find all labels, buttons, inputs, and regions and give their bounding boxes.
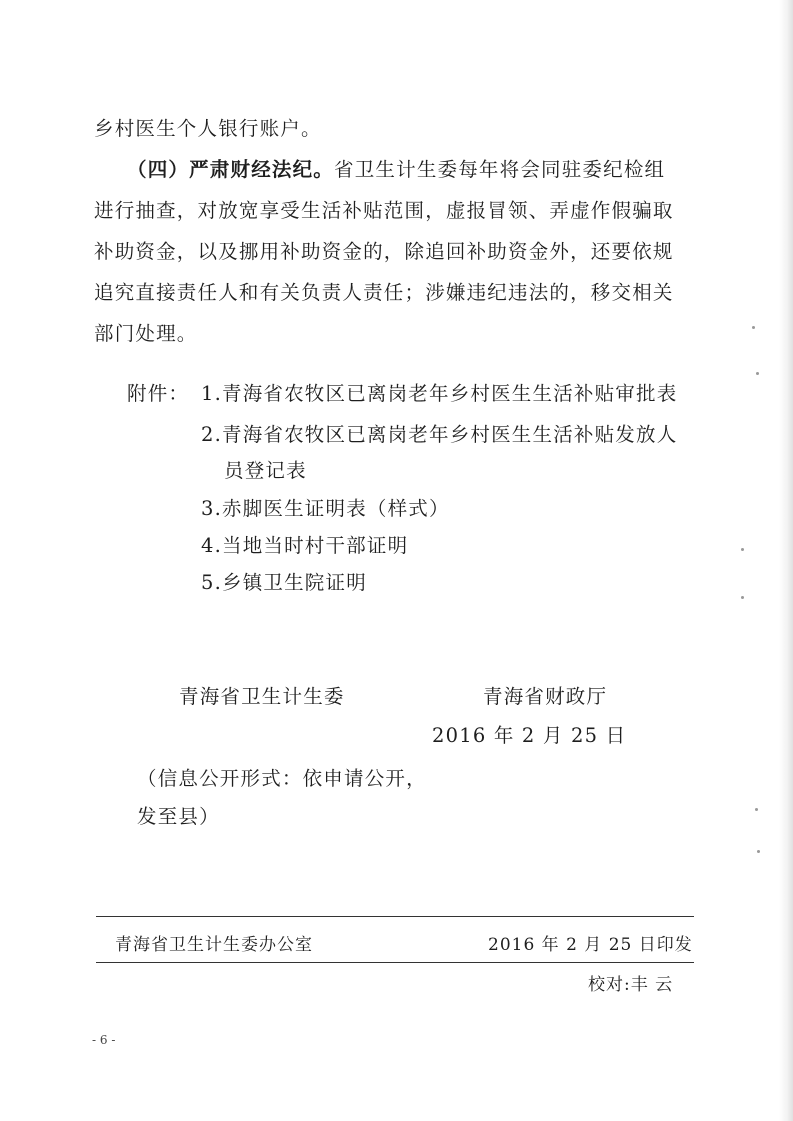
attachment-item: 员登记表 [224,459,307,482]
footer-print-date: 2016 年 2 月 25 日印发 [488,935,693,955]
signature-org-health: 青海省卫生计生委 [179,685,345,708]
footer-bottom-rule [96,962,694,963]
scan-speck [741,596,744,599]
paragraph-4-line: 追究直接责任人和有关负责人责任；涉嫌违纪违法的，移交相关 [94,281,674,304]
attachment-item: 4.当地当时村干部证明 [201,534,409,557]
footer-issuer: 青海省卫生计生委办公室 [115,935,313,955]
scan-speck [741,548,744,551]
page-number: - 6 - [92,1033,116,1047]
paragraph-4-line: 部门处理。 [94,322,198,345]
scan-speck [757,850,760,853]
disclosure-line: （信息公开形式：依申请公开， [137,767,427,790]
scan-speck [755,808,758,811]
paragraph-4-line: 补助资金，以及挪用补助资金的，除追回补助资金外，还要依规 [94,240,674,263]
scan-speck [756,372,759,375]
scan-edge-shadow [779,0,793,1121]
disclosure-line: 发至县） [137,805,220,828]
footer-proofreader: 校对:丰 云 [588,975,674,995]
attachment-item: 2.青海省农牧区已离岗老年乡村医生生活补贴发放人 [201,423,678,446]
signature-date: 2016 年 2 月 25 日 [432,724,627,747]
attachments-label: 附件： [127,382,190,405]
attachment-item: 1.青海省农牧区已离岗老年乡村医生生活补贴审批表 [201,382,678,405]
signature-org-finance: 青海省财政厅 [483,685,608,708]
attachment-item: 3.赤脚医生证明表（样式） [201,497,450,520]
footer-top-rule [96,916,694,917]
attachment-item: 5.乡镇卫生院证明 [201,571,367,594]
paragraph-4-text: 省卫生计生委每年将会同驻委纪检组 [334,158,666,181]
paragraph-4-line: 进行抽查，对放宽享受生活补贴范围，虚报冒领、弄虚作假骗取 [94,199,674,222]
paragraph-4-heading: （四）严肃财经法纪。 [127,158,335,181]
scan-speck [752,326,755,329]
body-line: 乡村医生个人银行账户。 [94,117,322,140]
paragraph-4-line [127,157,665,183]
